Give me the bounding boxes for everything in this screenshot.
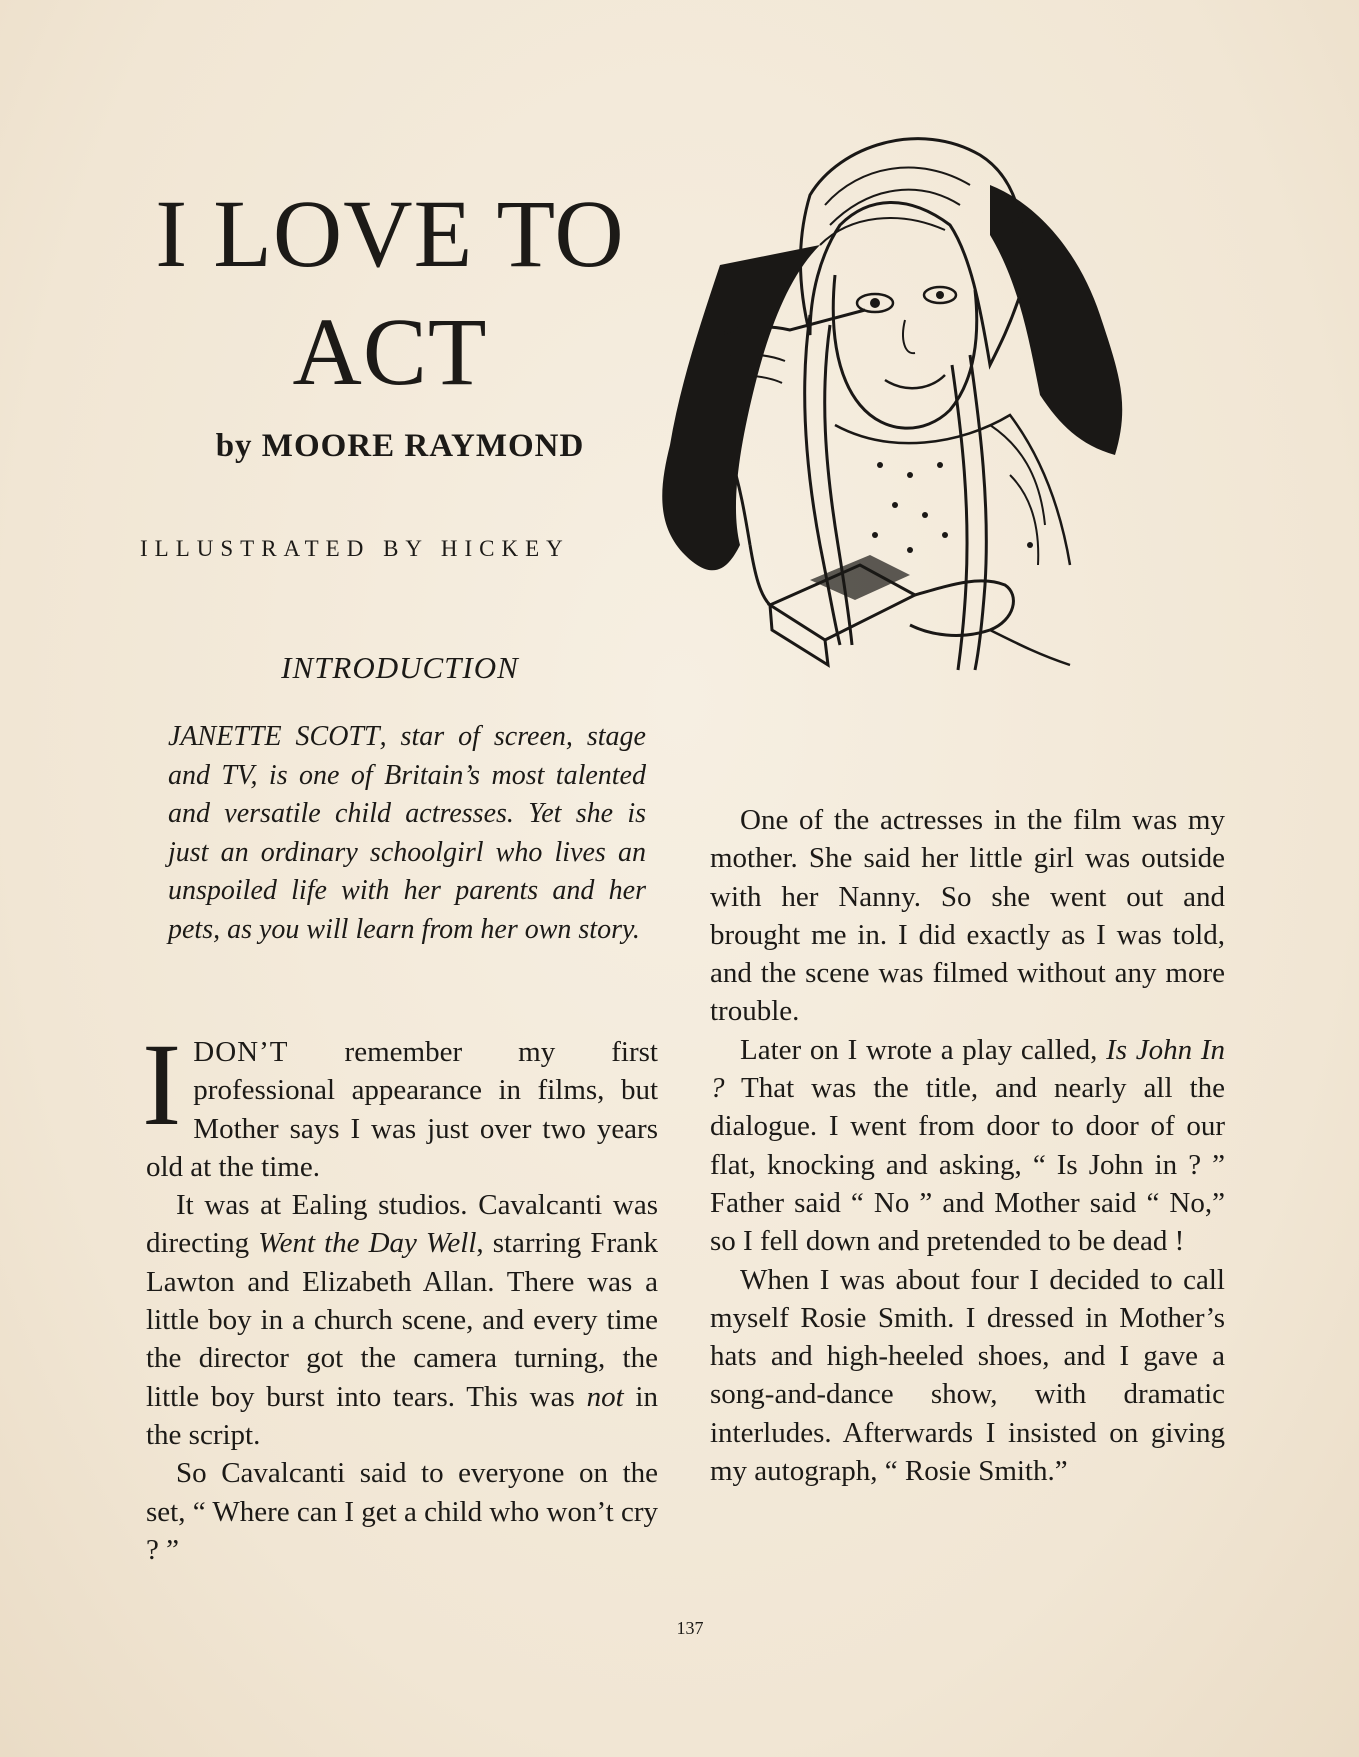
page-title: I LOVE TO ACT xyxy=(155,180,625,405)
paragraph-4: One of the actresses in the film was my mother. She said her little girl was outside with her Nanny. So she went out and brought me in. I did exactly as I was told, and the scene was filmed without any more trouble. xyxy=(710,804,1225,1028)
introduction-heading: INTRODUCTION xyxy=(281,650,519,685)
paragraph-2 xyxy=(146,1186,658,1454)
paragraph-5-text-a: Later on I wrote a play called, xyxy=(740,1033,1107,1066)
paragraph-1 xyxy=(142,1019,658,1186)
byline: by MOORE RAYMOND xyxy=(215,428,585,464)
left-column xyxy=(142,1019,658,1569)
page-number: 137 xyxy=(676,1618,704,1638)
drop-cap: I xyxy=(142,1019,182,1150)
paragraph-2-text-c: in the script. xyxy=(146,1380,658,1451)
paragraph-2-text-b: , starring Frank Lawton and Elizabeth Allan. There was a little boy in a church scene, and every time the director got the camera turning, the little boy burst into tears. This was xyxy=(146,1227,658,1413)
paragraph-5-text-b: That was the title, and nearly all the dialogue. I went from door to door of our flat, knocking and asking, “ Is John in ? ” Father said “ No ” and Mother said “ No,” so I fell down and pretended to be dead ! xyxy=(710,1072,1225,1258)
opening-caps: DON’T xyxy=(193,1036,289,1068)
emphasis-not: not xyxy=(586,1380,624,1413)
paragraph-3: So Cavalcanti said to everyone on the set, “ Where can I get a child who won’t cry ? ” xyxy=(146,1457,658,1566)
introduction-text xyxy=(168,718,646,949)
right-column xyxy=(710,801,1225,1490)
play-title: Is John In ? xyxy=(710,1033,1225,1105)
illustrator-credit: ILLUSTRATED BY HICKEY xyxy=(140,536,570,561)
paragraph-2-text-a: It was at Ealing studios. Cavalcanti was directing xyxy=(146,1189,658,1260)
intro-body: , star of screen, stage and TV, is one of Britain’s most talented and versatile child actresses. Yet she is just an ordinary schoolgirl who lives an unspoiled life with her parents and her pets, as you will learn from her own story. xyxy=(168,721,646,945)
paragraph-1-text: remember my first professional appearance in films, but Mother says I was just over two years old at the time. xyxy=(146,1036,658,1183)
girl-applying-makeup-illustration xyxy=(660,125,1140,755)
paragraph-6: When I was about four I decided to call myself Rosie Smith. I dressed in Mother’s hats and high-heeled shoes, and I gave a song-and-dance show, with dramatic interludes. Afterwards I insisted on giving my autograph, “ Rosie Smith.” xyxy=(710,1263,1225,1488)
film-title: Went the Day Well xyxy=(258,1227,477,1260)
intro-name: JANETTE SCOTT xyxy=(168,721,380,752)
paragraph-5 xyxy=(710,1031,1225,1261)
